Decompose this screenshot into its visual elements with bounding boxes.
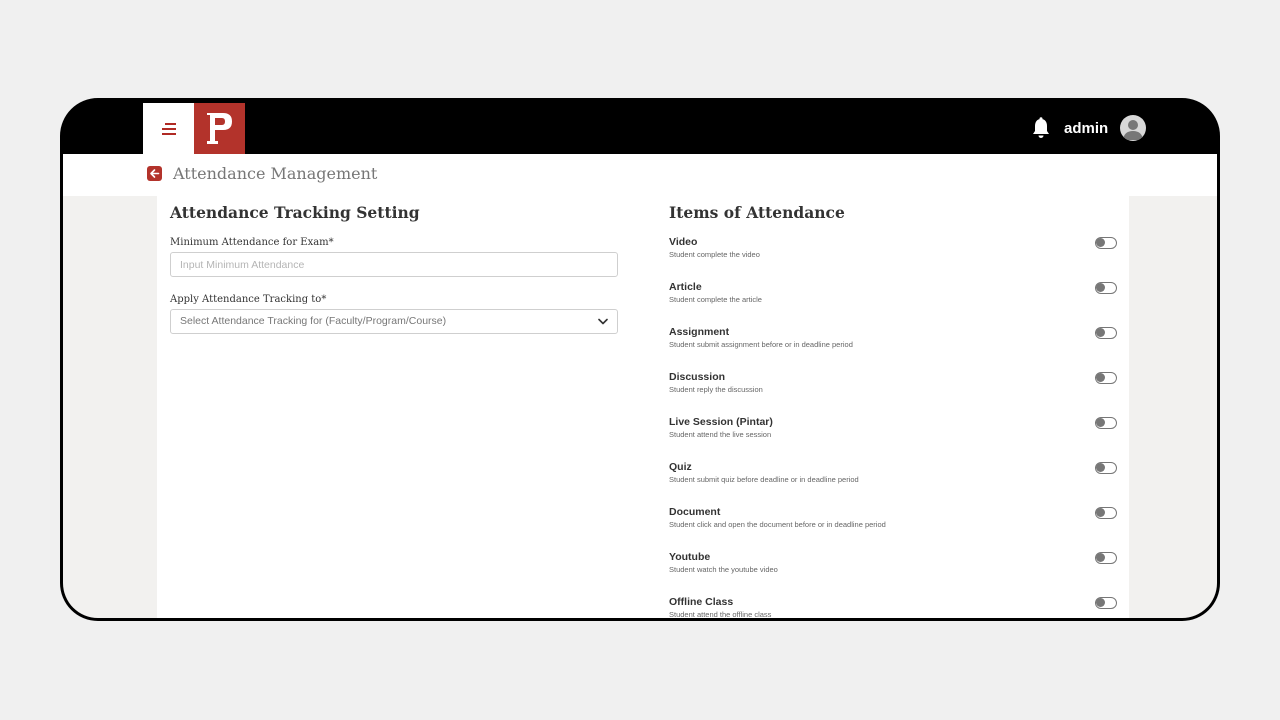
item-description: Student complete the video <box>669 250 760 259</box>
tracking-settings-title: Attendance Tracking Setting <box>170 203 420 222</box>
item-title: Offline Class <box>669 596 734 608</box>
item-description: Student submit quiz before deadline or in deadline period <box>669 475 859 484</box>
attendance-item-assignment <box>669 326 1119 366</box>
attendance-item-youtube <box>669 551 1119 591</box>
toggle-quiz[interactable] <box>1095 462 1117 474</box>
attendance-item-video <box>669 236 1119 276</box>
item-description: Student reply the discussion <box>669 385 763 394</box>
item-title: Youtube <box>669 551 711 563</box>
apply-tracking-placeholder: Select Attendance Tracking for (Faculty/Program/Course) <box>180 315 447 327</box>
logo[interactable] <box>194 103 245 154</box>
attendance-items-title: Items of Attendance <box>669 203 845 222</box>
toggle-discussion[interactable] <box>1095 372 1117 384</box>
menu-button[interactable] <box>143 103 194 154</box>
attendance-item-live-session <box>669 416 1119 456</box>
item-title: Video <box>669 236 698 248</box>
toggle-document[interactable] <box>1095 507 1117 519</box>
item-title: Quiz <box>669 461 692 473</box>
attendance-item-quiz <box>669 461 1119 501</box>
hamburger-icon <box>162 120 176 138</box>
item-description: Student click and open the document before or in deadline period <box>669 520 886 529</box>
toggle-offline-class[interactable] <box>1095 597 1117 609</box>
apply-tracking-select[interactable] <box>170 309 618 334</box>
toggle-article[interactable] <box>1095 282 1117 294</box>
attendance-item-article <box>669 281 1119 321</box>
min-attendance-label: Minimum Attendance for Exam* <box>170 237 334 248</box>
top-navbar <box>63 103 1217 154</box>
toggle-live-session[interactable] <box>1095 417 1117 429</box>
item-description: Student attend the live session <box>669 430 772 439</box>
app-window <box>60 98 1220 621</box>
attendance-item-document <box>669 506 1119 546</box>
item-title: Live Session (Pintar) <box>669 416 773 428</box>
arrow-left-icon[interactable] <box>147 166 162 181</box>
toggle-assignment[interactable] <box>1095 327 1117 339</box>
item-title: Document <box>669 506 721 518</box>
item-description: Student attend the offline class <box>669 610 772 619</box>
main-content <box>63 154 1217 621</box>
page-header <box>63 154 1217 196</box>
attendance-item-offline-class <box>669 596 1119 621</box>
bell-icon[interactable] <box>1031 117 1051 139</box>
item-title: Discussion <box>669 371 726 383</box>
attendance-item-discussion <box>669 371 1119 411</box>
toggle-video[interactable] <box>1095 237 1117 249</box>
logo-icon <box>206 112 234 146</box>
item-title: Article <box>669 281 702 293</box>
user-avatar-icon[interactable] <box>1120 115 1146 141</box>
item-description: Student submit assignment before or in deadline period <box>669 340 853 349</box>
item-description: Student watch the youtube video <box>669 565 778 574</box>
min-attendance-input[interactable] <box>170 252 618 277</box>
apply-tracking-label: Apply Attendance Tracking to* <box>170 294 327 305</box>
toggle-youtube[interactable] <box>1095 552 1117 564</box>
item-title: Assignment <box>669 326 730 338</box>
chevron-down-icon <box>598 318 608 325</box>
user-name[interactable]: admin <box>1064 120 1109 137</box>
item-description: Student complete the article <box>669 295 762 304</box>
page-title: Attendance Management <box>173 164 378 183</box>
settings-panel <box>157 196 1129 621</box>
